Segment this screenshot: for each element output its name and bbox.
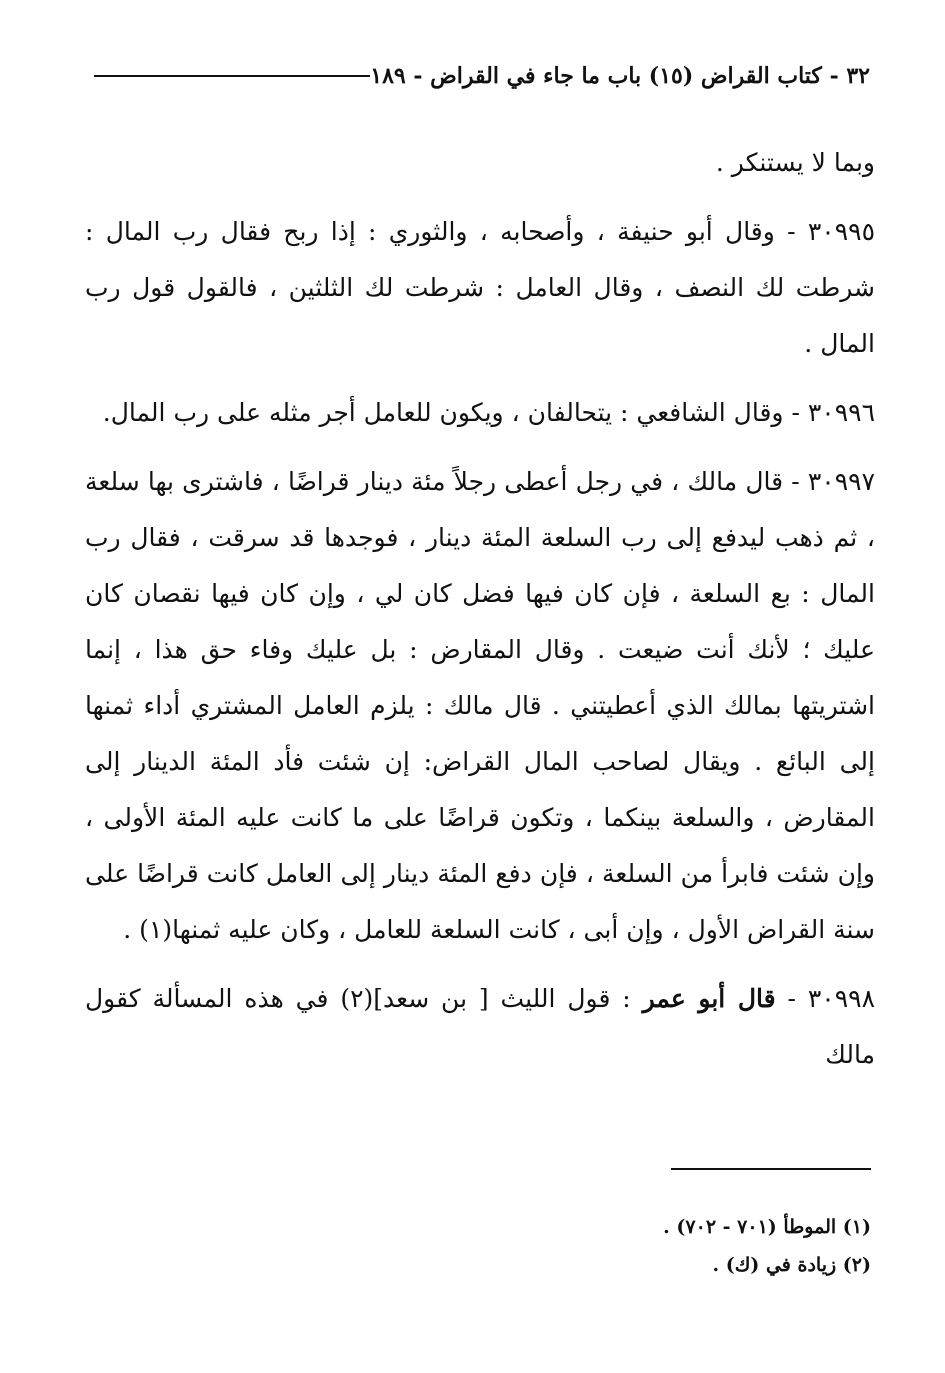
paragraph (85, 204, 875, 372)
paragraph-text: قال مالك ، في رجل أعطى رجلاً مئة دينار قراضًا ، فاشترى بها سلعة ، ثم ذهب ليدفع إلى رب السلعة المئة دينار ، فوجدها قد سرقت ، فقال رب المال : بع السلعة ، فإن كان فيها فضل كان لي ، وإن كان فيها نقصان كان عليك ؛ لأنك أنت ضيعت . وقال المقارض : بل عليك وفاء حق هذا ، إنما اشتريتها بمالك الذي أعطيتني . قال مالك : يلزم العامل المشتري أداء ثمنها إلى البائع . ويقال لصاحب المال القراض: إن شئت فأد المئة الدينار إلى المقارض ، والسلعة بينكما ، وتكون قراضًا على ما كانت عليه المئة الأولى ، وإن شئت فابرأ من السلعة ، فإن دفع المئة دينار إلى العامل كانت قراضًا على سنة القراض الأول ، وإن أبى ، كانت السلعة للعامل ، وكان عليه ثمنها(١) . (85, 467, 875, 944)
paragraph (85, 971, 875, 1083)
speaker-name: قال أبو عمر (642, 984, 776, 1013)
header-title: ٣٢ - كتاب القراض (١٥) باب ما جاء في القراض - ١٨٩ (370, 63, 870, 89)
paragraph-text: : قول الليث [ بن سعد](٢) في هذه المسألة كقول مالك (85, 984, 875, 1069)
footnote-rule (671, 1168, 871, 1170)
header-rule (94, 75, 370, 77)
footnotes (111, 1208, 871, 1284)
paragraph (85, 135, 875, 191)
paragraph (85, 454, 875, 958)
body-text (85, 135, 875, 1096)
paragraph-number: ٣٠٩٩٨ - (787, 984, 875, 1013)
running-header (80, 56, 870, 96)
paragraph-number: ٣٠٩٩٧ - (791, 467, 875, 496)
paragraph-text: وبما لا يستنكر . (715, 148, 875, 177)
paragraph (85, 385, 875, 441)
footnote-item: (٢) زيادة في (ك) . (712, 1254, 871, 1276)
paragraph-number: ٣٠٩٩٦ - (791, 398, 875, 427)
paragraph-text: وقال الشافعي : يتحالفان ، ويكون للعامل أجر مثله على رب المال. (102, 398, 784, 427)
footnote-item: (١) الموطأ (٧٠١ - ٧٠٢) . (663, 1216, 871, 1238)
paragraph-number: ٣٠٩٩٥ - (787, 217, 875, 246)
paragraph-text: وقال أبو حنيفة ، وأصحابه ، والثوري : إذا ربح فقال رب المال : شرطت لك النصف ، وقال العامل : شرطت لك الثلثين ، فالقول قول رب المال . (85, 217, 875, 358)
